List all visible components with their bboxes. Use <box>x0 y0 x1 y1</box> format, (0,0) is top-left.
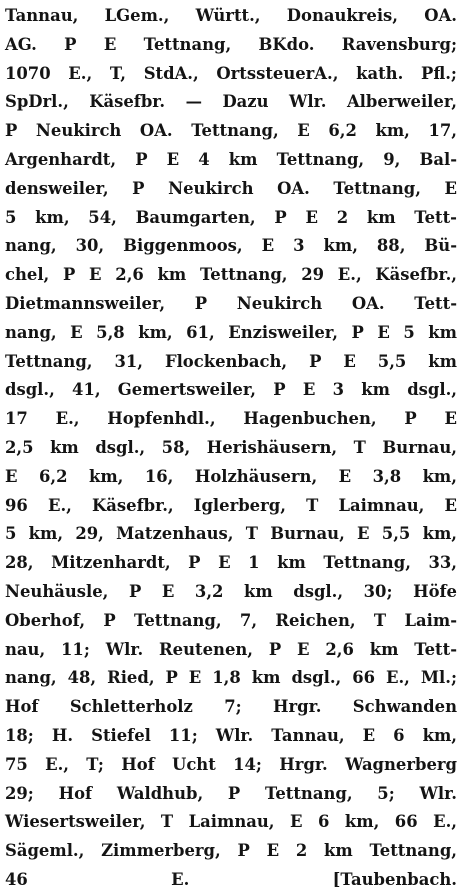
text-line: SpDrl., Käsefbr. — Dazu Wlr. Alberweiler, <box>5 92 457 112</box>
text-line: 1070 E., T, StdA., OrtssteuerA., kath. Pfl.; <box>5 63 457 83</box>
text-line: Dietmannsweiler, P Neukirch OA. Tett- <box>5 293 457 313</box>
text-line: 2,5 km dsgl., 58, Herishäusern, T Burnau, <box>5 437 457 457</box>
text-line: 75 E., T; Hof Ucht 14; Hrgr. Wagnerberg <box>5 754 457 774</box>
text-line: Sägeml., Zimmerberg, P E 2 km Tettnang, <box>5 841 457 861</box>
text-line: Wiesertsweiler, T Laimnau, E 6 km, 66 E., <box>5 812 457 832</box>
gazetteer-entry-tannau <box>5 2 457 895</box>
text-line: 28, Mitzenhardt, P E 1 km Tettnang, 33, <box>5 553 457 573</box>
text-line: Oberhof, P Tettnang, 7, Reichen, T Laim- <box>5 610 457 630</box>
text-line: Argenhardt, P E 4 km Tettnang, 9, Bal- <box>5 149 457 169</box>
text-line: P Neukirch OA. Tettnang, E 6,2 km, 17, <box>5 121 457 141</box>
text-line: nang, 48, Ried, P E 1,8 km dsgl., 66 E., Ml.; <box>5 668 457 688</box>
text-line: 46 E. [Taubenbach. <box>5 869 457 889</box>
text-line: E 6,2 km, 16, Holzhäusern, E 3,8 km, <box>5 466 457 486</box>
text-line: AG. P E Tettnang, BKdo. Ravensburg; <box>5 34 457 54</box>
text-line: Tettnang, 31, Flockenbach, P E 5,5 km <box>5 351 457 371</box>
text-line: Tannau, LGem., Württ., Donaukreis, OA. <box>5 6 457 25</box>
text-line: chel, P E 2,6 km Tettnang, 29 E., Käsefbr., <box>5 265 457 285</box>
text-line: densweiler, P Neukirch OA. Tettnang, E <box>5 178 457 198</box>
text-line: 18; H. Stiefel 11; Wlr. Tannau, E 6 km, <box>5 725 457 745</box>
text-line: 5 km, 29, Matzenhaus, T Burnau, E 5,5 km, <box>5 524 457 544</box>
text-line: 5 km, 54, Baumgarten, P E 2 km Tett- <box>5 207 457 227</box>
text-line: 17 E., Hopfenhdl., Hagenbuchen, P E <box>5 409 457 429</box>
text-line: nau, 11; Wlr. Reutenen, P E 2,6 km Tett- <box>5 639 457 659</box>
text-line: nang, 30, Biggenmoos, E 3 km, 88, Bü- <box>5 236 457 256</box>
text-line: dsgl., 41, Gemertsweiler, P E 3 km dsgl., <box>5 380 457 400</box>
text-line: 29; Hof Waldhub, P Tettnang, 5; Wlr. <box>5 783 457 803</box>
text-line: 96 E., Käsefbr., Iglerberg, T Laimnau, E <box>5 495 457 515</box>
text-line: Hof Schletterholz 7; Hrgr. Schwanden <box>5 697 457 717</box>
text-line: Neuhäusle, P E 3,2 km dsgl., 30; Höfe <box>5 581 457 601</box>
text-line: nang, E 5,8 km, 61, Enzisweiler, P E 5 km <box>5 322 457 342</box>
